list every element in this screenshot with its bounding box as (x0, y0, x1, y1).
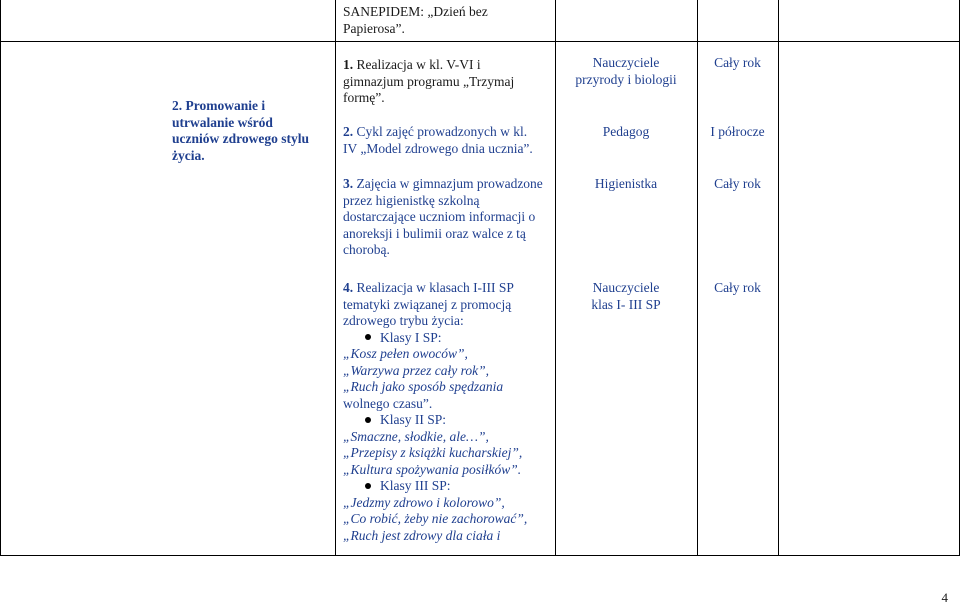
sanepid-text: SANEPIDEM: „Dzień bez Papierosa”. (343, 4, 488, 36)
task-1 (343, 57, 553, 107)
section-title (172, 98, 332, 164)
section-number: 2. (172, 98, 183, 113)
bullet-icon (365, 483, 371, 489)
class-3-heading: Klasy III SP: (343, 478, 555, 495)
page-number: 4 (941, 590, 948, 605)
task-3-who: Higienistka (594, 176, 658, 191)
section-title-text: Promowanie i utrwalanie wśród uczniów zdrowego stylu życia. (172, 98, 309, 163)
task-number: 2. (343, 124, 354, 139)
column-divider-3 (697, 0, 698, 556)
table-border-bottom (0, 555, 960, 556)
task-4 (343, 280, 555, 544)
task-2 (343, 124, 553, 157)
task-3 (343, 176, 555, 259)
class-1-heading: Klasy I SP: (343, 330, 555, 347)
class-2-heading: Klasy II SP: (343, 412, 555, 429)
class-2-items: „Smaczne, słodkie, ale…”, „Przepisy z książki kucharskiej”, „Kultura spożywania posiłków”. (343, 428, 523, 477)
table-border-left (0, 0, 1, 556)
class-1-items: „Kosz pełen owoców”, „Warzywa przez cały rok”, „Ruch jako sposób spędzania (343, 346, 504, 394)
class-1-tail: wolnego czasu”. (343, 395, 433, 411)
task-text: Realizacja w kl. V-VI i gimnazjum programu „Trzymaj formę”. (343, 57, 515, 105)
task-3-when: Cały rok (714, 176, 761, 191)
task-number: 4. (343, 280, 354, 295)
task-number: 1. (343, 57, 354, 72)
bullet-icon (365, 334, 371, 340)
task-number: 3. (343, 176, 354, 191)
class-3-items: „Jedzmy zdrowo i kolorowo”, „Co robić, żeby nie zachorować”, „Ruch jest zdrowy dla ciała i (343, 494, 528, 543)
task-1-who: Nauczyciele przyrody i biologii (575, 55, 677, 87)
row-divider-top (0, 41, 960, 42)
task-2-when: I półrocze (710, 124, 765, 139)
task-1-when: Cały rok (714, 55, 761, 70)
task-2-who: Pedagog (602, 124, 650, 139)
task-text: Cykl zajęć prowadzonych w kl. IV „Model zdrowego dnia ucznia”. (343, 124, 533, 156)
column-divider-1 (335, 0, 336, 556)
task-4-when: Cały rok (714, 280, 761, 295)
column-divider-4 (778, 0, 779, 556)
task-4-intro: Realizacja w klasach I-III SP tematyki związanej z promocją zdrowego trybu życia: (343, 280, 514, 328)
task-text: Zajęcia w gimnazjum prowadzone przez higienistkę szkolną dostarczające uczniom informacji o anoreksji i bulimii oraz walce z tą chorobą. (343, 176, 543, 257)
task-4-who: Nauczyciele klas I- III SP (591, 280, 661, 312)
bullet-icon (365, 417, 371, 423)
